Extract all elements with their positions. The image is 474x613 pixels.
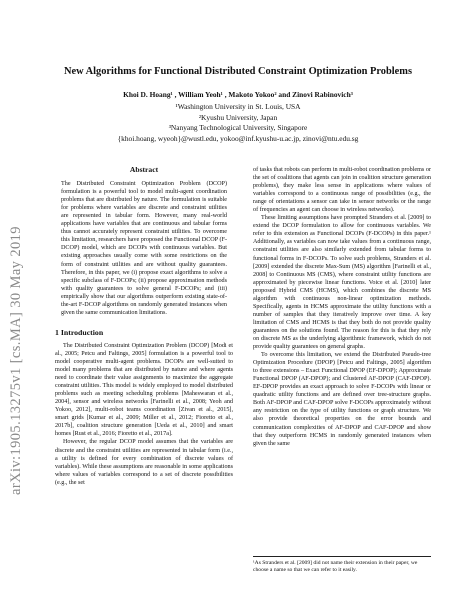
intro-paragraph-2: However, the regular DCOP model assumes that the variables are discrete and the constraint utilities are represented in tabular form (i.e., a utility is defined for every combination of discrete values of variables). While these assumptions are reasonable in some applications where values of variables correspond to a set of discrete possibilities (e.g., the set: [55, 439, 233, 486]
paper-authors: Khoi D. Hoang¹ , William Yeoh¹ , Makoto Yokoo² and Zinovi Rabinovich³: [123, 90, 353, 99]
right-paragraph-3: To overcome this limitation, we extend the Distributed Pseudo-tree Optimization Procedure (DPOP) [Petcu and Faltings, 2005] algorithm to three extensions – Exact Functional DPOP (EF-DPOP); Approximate Functional DPOP (AF-DPOP); and Clustered AF-DPOP (CAF-DPOP). EF-DPOP provides an exact approach to solve F-DCOPs with linear or quadratic utility functions and are defined over tree-structure graphs. Both AF-DPOP and CAF-DPOP solve F-DCOPs approximately without any restriction on the type of utility functions or graph structure. We also provide theoretical properties on the error bounds and communication complexities of AF-DPOP and CAF-DPOP and show that they outperform HCMS in randomly generated instances when given the same: [253, 352, 431, 447]
author-emails: {khoi.hoang, wyeoh}@wustl.edu, yokoo@inf.kyushu-u.ac.jp, zinovi@ntu.edu.sg: [117, 133, 359, 143]
footnote: ¹As Stranders et al. [2009] did not name their extension in their paper, we choose a name so that we can refer to it easily.: [253, 556, 431, 574]
affiliation-3: ³Nanyang Technological University, Singapore: [168, 123, 308, 132]
abstract-section: [55, 166, 233, 317]
arxiv-stamp-text: arXiv:1905.13275v1 [cs.MA] 30 May 2019: [7, 225, 24, 495]
intro-heading: 1 Introduction: [55, 327, 104, 337]
abstract-heading: Abstract: [129, 165, 159, 174]
paper-title: New Algorithms for Functional Distributed Constraint Optimization Problems: [64, 66, 412, 77]
affiliation-2: ²Kyushu University, Japan: [198, 112, 278, 122]
right-column: [253, 166, 431, 448]
right-paragraph-1: of tasks that robots can perform in multi-robot coordination problems or the set of coalitions that agents can join in coalition structure generation problems), they make less sense in applications where values of variables correspond to a continuous range of possibilities (e.g., the range of orientations a sensor can take in sensor networks or the range of frequencies an agent can choose in wireless networks).: [253, 167, 431, 214]
affiliations: [40, 102, 436, 144]
right-paragraph-2: These limiting assumptions have prompted Stranders et al. [2009] to extend the DCOP formulation to allow for continuous variables. We refer to this extension as Functional DCOPs (F-DCOPs) in this paper.¹ Additionally, as variables can now take values from a continuous range, constraint utilities are also similarly extended from tabular forms to functional forms in F-DCOPs. To solve such problems, Stranders et al. [2009] extended the discrete Max-Sum (MS) algorithm [Farinelli et al., 2008] to Continuous MS (CMS), where constraint utility functions are approximated by piecewise linear functions. Voice et al. [2010] later proposed Hybrid CMS (HCMS), which combines the discrete MS algorithm with continuous non-linear optimization methods. Specifically, agents in HCMS approximate the utility functions with a number of samples that they iteratively improve over time. A key limitation of CMS and HCMS is that they both do not provide quality guarantees on the solutions found. The reason for this is that they rely on discrete MS as the underlying algorithmic framework, which do not provide quality guarantees on general graphs.: [253, 215, 431, 351]
affiliation-1: ¹Washington University in St. Louis, USA: [175, 102, 301, 111]
intro-paragraph-1: The Distributed Constraint Optimization Problem (DCOP) [Modi et al., 2005; Petcu and Faltings, 2005] formulation is a powerful tool to model cooperative multi-agent problems. DCOPs are well-suited to model many problems that are distributed by nature and where agents need to coordinate their value assignments to maximize the aggregate constraint utilities. This model is widely employed to model distributed problems such as meeting scheduling problems [Maheswaran et al., 2004], sensor and wireless networks [Farinelli et al., 2008; Yeoh and Yokoo, 2012], multi-robot teams coordination [Zivan et al., 2015], smart grids [Kumar et al., 2009; Miller et al., 2012; Fioretto et al., 2017b], coalition structure generation [Ueda et al., 2010] and smart homes [Rust et al., 2016; Fioretto et al., 2017a].: [55, 342, 233, 438]
abstract-text: The Distributed Constraint Optimization Problem (DCOP) formulation is a powerful tool to model multi-agent coordination problems that are distributed by nature. The formulation is suitable for problems where variables are discrete and constraint utilities are represented in tabular form. However, many real-world applications have variables that are continuous and tabular forms thus cannot accurately represent constraint utilities. To overcome this limitation, researchers have proposed the Functional DCOP (F-DCOP) model, which are DCOPs with continuous variables. But existing approaches usually come with some restrictions on the form of constraint utilities and are without quality guarantees. Therefore, in this paper, we (i) propose exact algorithms to solve a specific subclass of F-DCOPs; (ii) propose approximation methods with quality guarantees to solve general F-DCOPs; and (iii) empirically show that our algorithms outperform existing state-of-the-art F-DCOP algorithms on randomly generated instances when given the same communication limitations.: [61, 181, 227, 316]
left-column: [55, 166, 233, 487]
arxiv-stamp: [4, 150, 28, 570]
